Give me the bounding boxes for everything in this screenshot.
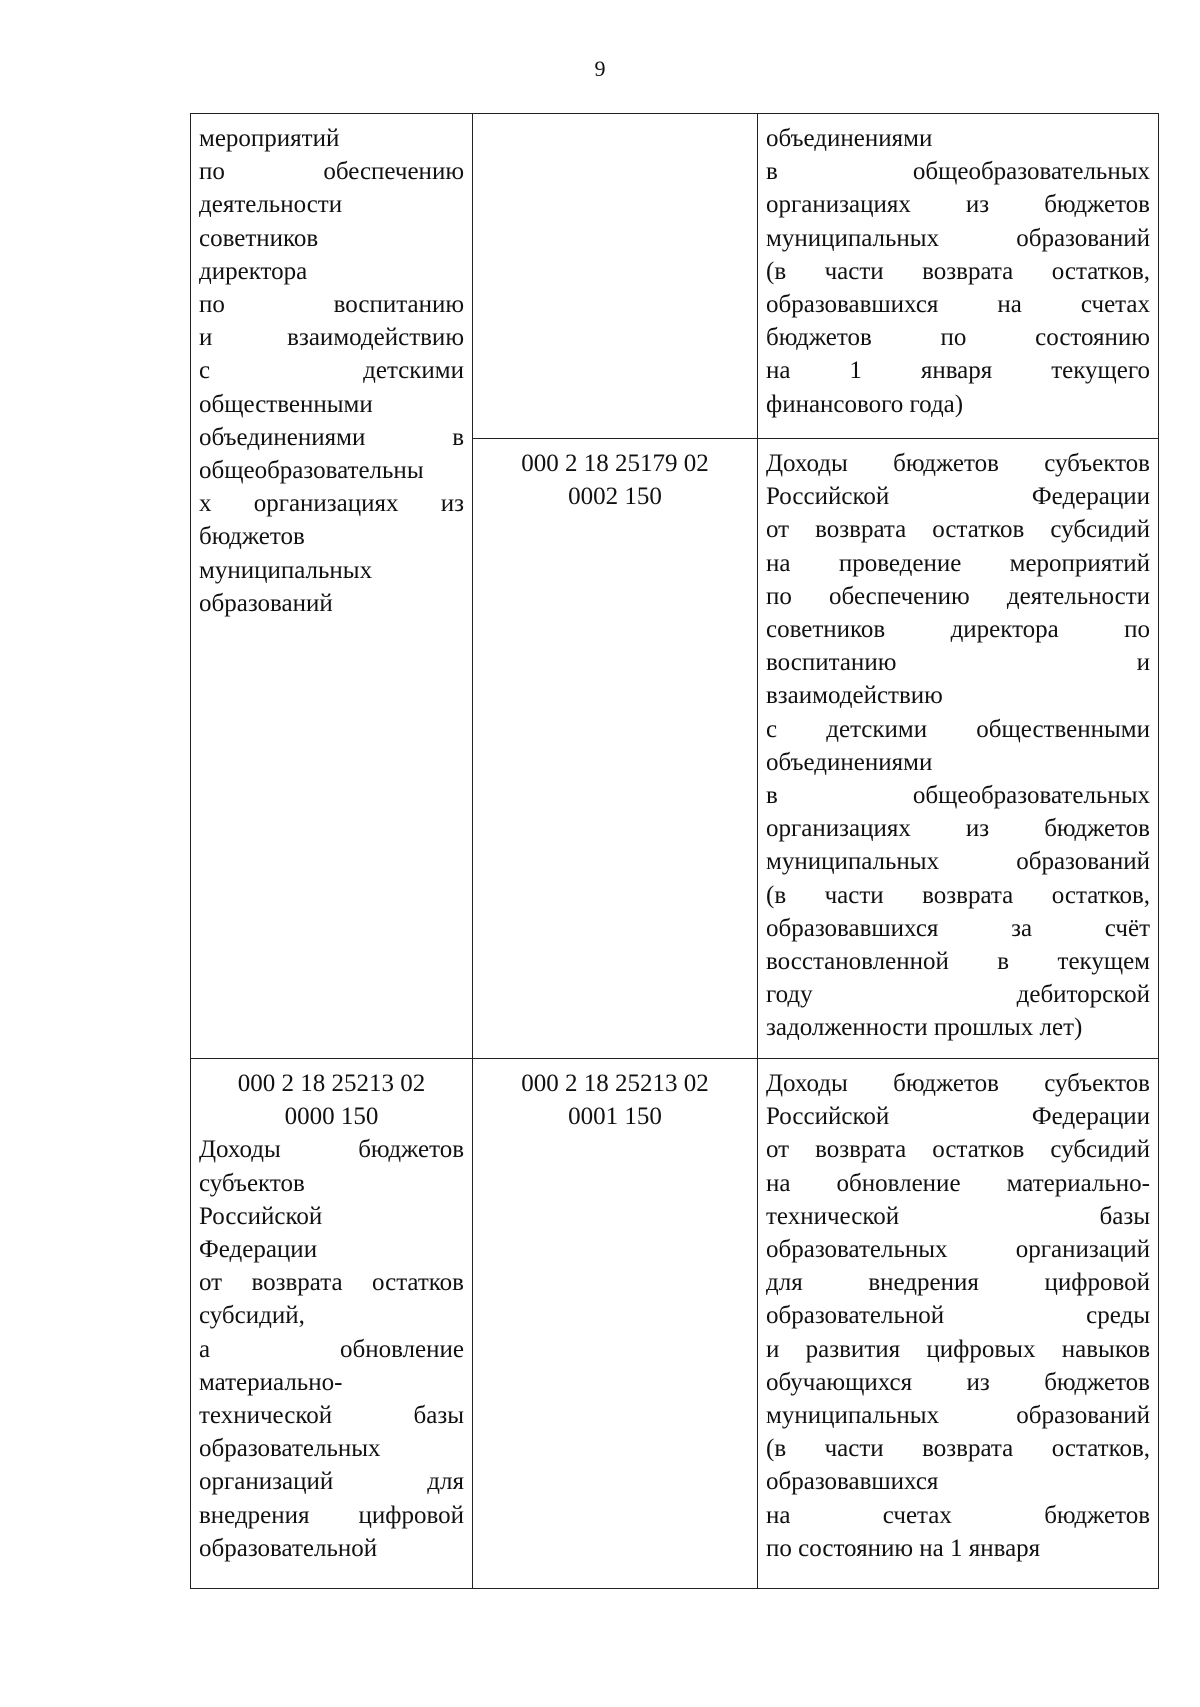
group-description: [199, 1133, 464, 1565]
text-line: муниципальных образований: [766, 1402, 1150, 1430]
text-line: муниципальных: [199, 556, 373, 584]
text-line: организаций для: [199, 1468, 464, 1496]
text-line: мероприятий: [199, 125, 340, 152]
text-line: (в части возврата остатков,: [766, 257, 1150, 285]
page-number: 9: [594, 56, 606, 81]
text-line: году дебиторской: [766, 981, 1150, 1009]
text-line: на обновление материально-: [766, 1169, 1150, 1197]
cell-description: [758, 114, 1159, 439]
text-line: организациях из бюджетов: [766, 191, 1150, 219]
text-line: внедрения цифровой: [199, 1501, 464, 1529]
text-line: образовательных: [199, 1435, 381, 1463]
text-line: советников: [199, 224, 319, 252]
table-row: [191, 114, 1159, 439]
text-line: объединениями в: [199, 423, 464, 451]
text-line: образовавшихся за счёт: [766, 914, 1150, 942]
text-line: по воспитанию: [199, 291, 464, 319]
text-line: объединениями: [766, 748, 933, 776]
code-line: 0002 150: [568, 483, 662, 511]
text-line: от возврата остатков субсидий: [766, 1136, 1150, 1164]
text-line: с детскими: [199, 357, 464, 385]
code-line: 000 2 18 25179 02: [521, 450, 709, 477]
text-line: (в части возврата остатков,: [766, 881, 1150, 909]
text-line: Российской Федерации: [766, 1103, 1150, 1131]
text-line: Российской: [199, 1202, 323, 1230]
text-line: по состоянию на 1 января: [766, 1534, 1041, 1562]
text-line: образовательной среды: [766, 1302, 1150, 1330]
text-line: образовавшихся: [766, 1468, 939, 1496]
text-line: общественными: [199, 390, 373, 418]
text-line: финансового года): [766, 390, 964, 418]
text-line: образовавшихся на счетах: [766, 291, 1150, 319]
text-line: с детскими общественными: [766, 715, 1150, 743]
text-line: от возврата остатков: [199, 1269, 464, 1297]
text-line: и взаимодействию: [199, 324, 464, 352]
text-line: муниципальных образований: [766, 848, 1150, 876]
text-line: х организациях из: [199, 490, 464, 518]
text-line: (в части возврата остатков,: [766, 1435, 1150, 1463]
cell-code: [473, 1059, 758, 1589]
text-line: на 1 января текущего: [766, 357, 1150, 385]
text-line: директора: [199, 257, 308, 285]
text-line: советников директора по: [766, 616, 1150, 644]
text-line: в общеобразовательных: [766, 782, 1150, 810]
text-line: объединениями: [766, 125, 933, 152]
code-line: 0001 150: [568, 1103, 662, 1131]
text-line: задолженности прошлых лет): [766, 1014, 1083, 1042]
cell-empty-code: [473, 114, 758, 439]
text-line: бюджетов по состоянию: [766, 324, 1150, 352]
text-line: Доходы бюджетов: [199, 1136, 464, 1164]
text-line: по обеспечению деятельности: [766, 582, 1150, 610]
table-row: [191, 1059, 1159, 1589]
text-line: на счетах бюджетов: [766, 1501, 1150, 1529]
text-line: образовательной: [199, 1534, 378, 1562]
text-line: по обеспечению: [199, 158, 464, 186]
text-line: от возврата остатков субсидий: [766, 516, 1150, 544]
text-line: и развития цифровых навыков: [766, 1335, 1150, 1363]
text-line: деятельности: [199, 191, 343, 219]
cell-group-code-description: [191, 1059, 473, 1589]
text-line: Доходы бюджетов субъектов: [766, 1070, 1150, 1097]
text-line: бюджетов: [199, 523, 305, 551]
text-line: Доходы бюджетов субъектов: [766, 450, 1150, 477]
text-line: воспитанию и: [766, 649, 1150, 677]
text-line: взаимодействию: [766, 682, 943, 710]
code-line: 0000 150: [284, 1103, 379, 1131]
text-line: материально-: [199, 1368, 343, 1396]
text-line: общеобразовательны: [199, 457, 424, 485]
text-line: образований: [199, 589, 333, 617]
text-line: а обновление: [199, 1335, 464, 1363]
cell-group-description: [191, 114, 473, 1059]
text-line: восстановленной в текущем: [766, 948, 1150, 976]
text-line: муниципальных образований: [766, 224, 1150, 252]
text-line: организациях из бюджетов: [766, 815, 1150, 843]
text-line: Российской Федерации: [766, 483, 1150, 511]
text-line: на проведение мероприятий: [766, 549, 1150, 577]
text-line: для внедрения цифровой: [766, 1269, 1150, 1297]
text-line: технической базы: [199, 1402, 464, 1430]
code-line: 000 2 18 25213 02: [237, 1070, 426, 1097]
cell-description: [758, 439, 1159, 1059]
revenue-code-table: [190, 113, 1159, 1589]
text-line: обучающихся из бюджетов: [766, 1368, 1150, 1396]
text-line: технической базы: [766, 1202, 1150, 1230]
text-line: субъектов: [199, 1169, 305, 1197]
group-code: [199, 1067, 464, 1133]
cell-description: [758, 1059, 1159, 1589]
text-line: Федерации: [199, 1236, 318, 1264]
code-line: 000 2 18 25213 02: [521, 1070, 709, 1097]
cell-code: [473, 439, 758, 1059]
text-line: субсидий,: [199, 1302, 305, 1330]
text-line: в общеобразовательных: [766, 158, 1150, 186]
text-line: образовательных организаций: [766, 1236, 1150, 1264]
